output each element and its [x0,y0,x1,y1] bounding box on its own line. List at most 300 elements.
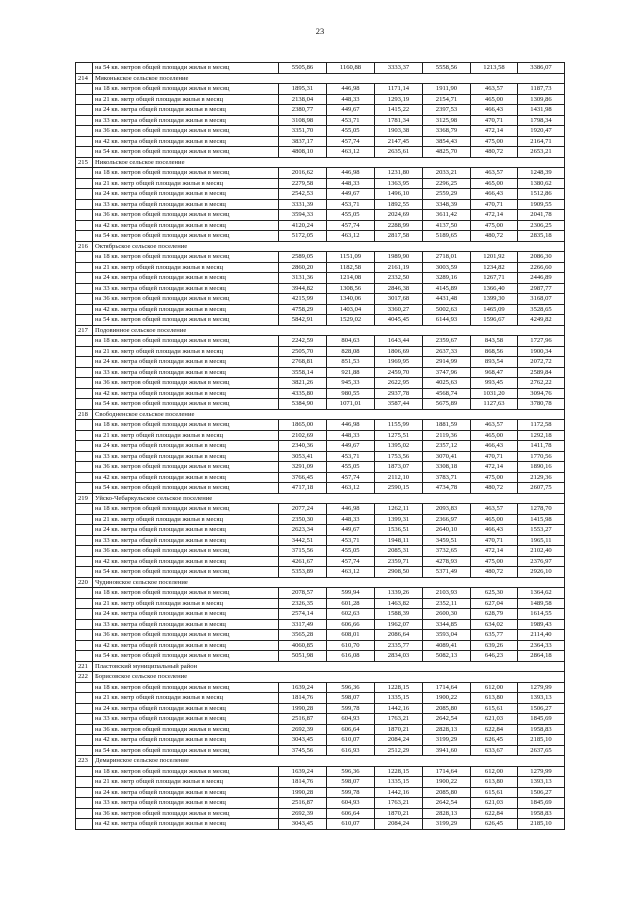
value-cell: 2459,70 [375,367,423,378]
value-cell: 449,67 [327,105,375,116]
row-number-cell [76,63,93,74]
value-cell: 1909,55 [518,199,565,210]
value-cell: 3944,82 [279,283,327,294]
table-row [76,294,565,305]
value-cell: 4215,99 [279,294,327,305]
value-cell: 463,12 [327,231,375,242]
table-row [76,315,565,326]
value-cell: 2860,20 [279,262,327,273]
table-row [76,483,565,494]
value-cell: 1714,64 [423,766,471,777]
value-cell: 3360,27 [375,304,423,315]
value-cell: 1911,90 [423,84,471,95]
value-cell: 598,07 [327,777,375,788]
row-number-cell [76,514,93,525]
value-cell: 2623,34 [279,525,327,536]
value-cell: 2114,40 [518,630,565,641]
value-cell: 2692,39 [279,724,327,735]
row-number-cell [76,556,93,567]
value-cell: 2041,78 [518,210,565,221]
value-cell: 596,36 [327,682,375,693]
value-cell: 1415,22 [375,105,423,116]
table-row [76,598,565,609]
section-number: 215 [76,157,93,168]
tariff-table [75,62,565,830]
value-cell: 463,12 [327,147,375,158]
section-header-row [76,756,565,767]
value-cell: 639,26 [471,640,518,651]
row-label: на 18 кв. метров общей площади жилья в месяц [93,588,279,599]
value-cell: 2340,36 [279,441,327,452]
value-cell: 2077,24 [279,504,327,515]
value-cell: 3131,36 [279,273,327,284]
value-cell: 2622,95 [375,378,423,389]
value-cell: 2306,25 [518,220,565,231]
value-cell: 1506,27 [518,787,565,798]
row-number-cell [76,777,93,788]
value-cell: 1496,10 [375,189,423,200]
value-cell: 475,00 [471,136,518,147]
value-cell: 2446,89 [518,273,565,284]
value-cell: 4825,70 [423,147,471,158]
row-number-cell [76,735,93,746]
row-number-cell [76,651,93,662]
value-cell: 893,54 [471,357,518,368]
value-cell: 1279,99 [518,766,565,777]
value-cell: 2352,11 [423,598,471,609]
value-cell: 1127,63 [471,399,518,410]
row-label: на 21 кв. метр общей площади жилья в месяц [93,514,279,525]
value-cell: 1399,31 [375,514,423,525]
table-row [76,514,565,525]
value-cell: 2161,19 [375,262,423,273]
value-cell: 1596,67 [471,315,518,326]
value-cell: 472,14 [471,546,518,557]
value-cell: 448,33 [327,94,375,105]
value-cell: 2033,21 [423,168,471,179]
row-label: на 18 кв. метров общей площади жилья в месяц [93,252,279,263]
table-row [76,724,565,735]
section-header-row [76,73,565,84]
row-label: на 24 кв. метра общей площади жилья в месяц [93,525,279,536]
row-number-cell [76,357,93,368]
row-number-cell [76,199,93,210]
value-cell: 1172,58 [518,420,565,431]
value-cell: 2692,39 [279,808,327,819]
table-row [76,441,565,452]
page-number: 23 [315,26,325,36]
value-cell: 2102,69 [279,430,327,441]
value-cell: 1643,44 [375,336,423,347]
row-number-cell [76,630,93,641]
table-row [76,189,565,200]
value-cell: 1308,56 [327,283,375,294]
table-row [76,147,565,158]
value-cell: 463,57 [471,84,518,95]
value-cell: 2084,24 [375,735,423,746]
row-number-cell [76,168,93,179]
section-header-row [76,661,565,672]
value-cell: 5189,65 [423,231,471,242]
value-cell: 4145,89 [423,283,471,294]
value-cell: 3854,43 [423,136,471,147]
row-label: на 36 кв. метров общей площади жилья в месяц [93,808,279,819]
value-cell: 1395,02 [375,441,423,452]
value-cell: 466,43 [471,525,518,536]
table-row [76,693,565,704]
value-cell: 470,71 [471,199,518,210]
section-title: Борисовское сельское поселение [93,672,565,683]
value-cell: 626,45 [471,735,518,746]
value-cell: 2542,53 [279,189,327,200]
value-cell: 1890,16 [518,462,565,473]
value-cell: 868,56 [471,346,518,357]
section-number: 214 [76,73,93,84]
value-cell: 465,00 [471,514,518,525]
value-cell: 1814,76 [279,693,327,704]
value-cell: 604,93 [327,798,375,809]
value-cell: 3565,28 [279,630,327,641]
section-header-row [76,672,565,683]
value-cell: 1231,80 [375,168,423,179]
table-row [76,304,565,315]
value-cell: 5051,98 [279,651,327,662]
value-cell: 4120,24 [279,220,327,231]
row-number-cell [76,714,93,725]
value-cell: 2086,30 [518,252,565,263]
value-cell: 5505,86 [279,63,327,74]
value-cell: 3780,78 [518,399,565,410]
value-cell: 1155,99 [375,420,423,431]
value-cell: 3459,51 [423,535,471,546]
value-cell: 1182,58 [327,262,375,273]
table-row [76,115,565,126]
value-cell: 1900,22 [423,693,471,704]
section-title: Мяконькское сельское поселение [93,73,565,84]
table-row [76,357,565,368]
value-cell: 1309,86 [518,94,565,105]
value-cell: 3386,07 [518,63,565,74]
value-cell: 457,74 [327,220,375,231]
value-cell: 465,00 [471,94,518,105]
row-number-cell [76,451,93,462]
value-cell: 2332,50 [375,273,423,284]
value-cell: 634,02 [471,619,518,630]
value-cell: 599,94 [327,588,375,599]
value-cell: 1614,55 [518,609,565,620]
row-number-cell [76,136,93,147]
row-label: на 21 кв. метр общей площади жилья в месяц [93,598,279,609]
row-number-cell [76,105,93,116]
value-cell: 5172,05 [279,231,327,242]
row-number-cell [76,766,93,777]
row-number-cell [76,798,93,809]
value-cell: 4025,63 [423,378,471,389]
row-label: на 54 кв. метров общей площади жилья в месяц [93,63,279,74]
value-cell: 1553,27 [518,525,565,536]
value-cell: 612,00 [471,682,518,693]
value-cell: 2296,25 [423,178,471,189]
row-label: на 36 кв. метров общей площади жилья в месяц [93,210,279,221]
section-number: 222 [76,672,93,683]
value-cell: 2288,99 [375,220,423,231]
value-cell: 1403,04 [327,304,375,315]
value-cell: 2600,30 [423,609,471,620]
value-cell: 2835,18 [518,231,565,242]
table-row [76,609,565,620]
value-cell: 604,93 [327,714,375,725]
value-cell: 1753,56 [375,451,423,462]
value-cell: 2093,83 [423,504,471,515]
value-cell: 3043,45 [279,735,327,746]
row-label: на 33 кв. метра общей площади жилья в месяц [93,115,279,126]
row-label: на 21 кв. метр общей площади жилья в месяц [93,430,279,441]
value-cell: 3593,04 [423,630,471,641]
value-cell: 1293,19 [375,94,423,105]
value-cell: 2607,75 [518,483,565,494]
value-cell: 457,74 [327,556,375,567]
row-number-cell [76,682,93,693]
row-label: на 24 кв. метра общей площади жилья в месяц [93,273,279,284]
row-number-cell [76,315,93,326]
value-cell: 606,64 [327,724,375,735]
value-cell: 3003,59 [423,262,471,273]
value-cell: 3442,51 [279,535,327,546]
table-row [76,745,565,756]
value-cell: 3125,98 [423,115,471,126]
section-number: 219 [76,493,93,504]
value-cell: 5371,49 [423,567,471,578]
row-number-cell [76,346,93,357]
value-cell: 463,12 [327,483,375,494]
value-cell: 1873,07 [375,462,423,473]
table-row [76,819,565,830]
value-cell: 2086,64 [375,630,423,641]
value-cell: 465,00 [471,430,518,441]
value-cell: 475,00 [471,220,518,231]
value-cell: 2574,14 [279,609,327,620]
value-cell: 3331,39 [279,199,327,210]
value-cell: 613,80 [471,777,518,788]
table-row [76,388,565,399]
value-cell: 1845,69 [518,714,565,725]
row-label: на 42 кв. метра общей площади жилья в месяц [93,388,279,399]
value-cell: 446,98 [327,84,375,95]
section-title: Уйско-Чебаркульское сельское поселение [93,493,565,504]
value-cell: 921,88 [327,367,375,378]
value-cell: 2085,80 [423,787,471,798]
value-cell: 3291,09 [279,462,327,473]
value-cell: 3108,98 [279,115,327,126]
value-cell: 1870,21 [375,808,423,819]
value-cell: 622,84 [471,808,518,819]
value-cell: 1806,69 [375,346,423,357]
value-cell: 466,43 [471,441,518,452]
value-cell: 1340,06 [327,294,375,305]
row-label: на 33 кв. метра общей площади жилья в месяц [93,283,279,294]
table-row [76,346,565,357]
row-label: на 33 кв. метра общей площади жилья в месяц [93,535,279,546]
row-label: на 24 кв. метра общей площади жилья в месяц [93,609,279,620]
row-label: на 33 кв. метра общей площади жилья в месяц [93,451,279,462]
row-label: на 36 кв. метров общей площади жилья в месяц [93,630,279,641]
row-number-cell [76,231,93,242]
value-cell: 2103,93 [423,588,471,599]
row-number-cell [76,178,93,189]
value-cell: 626,45 [471,819,518,830]
value-cell: 2864,18 [518,651,565,662]
row-label: на 24 кв. метра общей площади жилья в месяц [93,105,279,116]
value-cell: 1798,34 [518,115,565,126]
value-cell: 1463,82 [375,598,423,609]
value-cell: 480,72 [471,567,518,578]
value-cell: 1335,15 [375,777,423,788]
value-cell: 1171,14 [375,84,423,95]
value-cell: 3199,29 [423,735,471,746]
row-label: на 42 кв. метра общей площади жилья в месяц [93,220,279,231]
value-cell: 472,14 [471,126,518,137]
value-cell: 2640,10 [423,525,471,536]
value-cell: 3745,56 [279,745,327,756]
value-cell: 2119,36 [423,430,471,441]
value-cell: 1267,71 [471,273,518,284]
value-cell: 3017,68 [375,294,423,305]
value-cell: 446,98 [327,504,375,515]
value-cell: 598,07 [327,693,375,704]
value-cell: 475,00 [471,472,518,483]
value-cell: 1903,38 [375,126,423,137]
value-cell: 2364,33 [518,640,565,651]
row-number-cell [76,220,93,231]
value-cell: 1465,09 [471,304,518,315]
row-label: на 42 кв. метра общей площади жилья в месяц [93,640,279,651]
value-cell: 646,23 [471,651,518,662]
value-cell: 1770,56 [518,451,565,462]
row-number-cell [76,598,93,609]
section-header-row [76,409,565,420]
value-cell: 608,01 [327,630,375,641]
value-cell: 1160,88 [327,63,375,74]
row-label: на 42 кв. метра общей площади жилья в месяц [93,735,279,746]
value-cell: 5082,13 [423,651,471,662]
value-cell: 2505,70 [279,346,327,357]
table-row [76,787,565,798]
value-cell: 1489,58 [518,598,565,609]
value-cell: 457,74 [327,472,375,483]
table-row [76,546,565,557]
row-label: на 54 кв. метров общей площади жилья в месяц [93,745,279,756]
value-cell: 449,67 [327,441,375,452]
value-cell: 449,67 [327,189,375,200]
value-cell: 2589,84 [518,367,565,378]
row-label: на 54 кв. метров общей площади жилья в месяц [93,147,279,158]
row-label: на 21 кв. метр общей площади жилья в месяц [93,346,279,357]
value-cell: 4758,29 [279,304,327,315]
row-number-cell [76,210,93,221]
row-label: на 18 кв. метров общей площади жилья в месяц [93,420,279,431]
table-row [76,136,565,147]
row-number-cell [76,378,93,389]
table-row [76,378,565,389]
value-cell: 3168,07 [518,294,565,305]
table-row [76,210,565,221]
value-cell: 2024,69 [375,210,423,221]
value-cell: 980,55 [327,388,375,399]
row-number-cell [76,462,93,473]
value-cell: 2359,67 [423,336,471,347]
table-row [76,168,565,179]
row-number-cell [76,525,93,536]
value-cell: 2653,21 [518,147,565,158]
table-row [76,84,565,95]
table-row [76,105,565,116]
row-label: на 18 кв. метров общей площади жилья в месяц [93,504,279,515]
value-cell: 475,00 [471,556,518,567]
section-number: 221 [76,661,93,672]
row-number-cell [76,304,93,315]
table-row [76,556,565,567]
value-cell: 1380,62 [518,178,565,189]
row-number-cell [76,819,93,830]
value-cell: 610,07 [327,735,375,746]
value-cell: 2642,54 [423,798,471,809]
value-cell: 1714,64 [423,682,471,693]
table-row [76,766,565,777]
table-row [76,651,565,662]
value-cell: 606,64 [327,808,375,819]
row-label: на 24 кв. метра общей площади жилья в месяц [93,787,279,798]
value-cell: 3594,33 [279,210,327,221]
row-number-cell [76,189,93,200]
value-cell: 1442,16 [375,787,423,798]
value-cell: 2154,71 [423,94,471,105]
value-cell: 1248,39 [518,168,565,179]
value-cell: 1262,11 [375,504,423,515]
value-cell: 2828,13 [423,808,471,819]
value-cell: 1411,78 [518,441,565,452]
value-cell: 2637,33 [423,346,471,357]
value-cell: 3611,42 [423,210,471,221]
table-body [76,63,565,830]
value-cell: 2357,12 [423,441,471,452]
table-row [76,630,565,641]
value-cell: 3715,56 [279,546,327,557]
row-label: на 33 кв. метра общей площади жилья в месяц [93,619,279,630]
row-label: на 54 кв. метров общей площади жилья в месяц [93,651,279,662]
value-cell: 993,45 [471,378,518,389]
value-cell: 635,77 [471,630,518,641]
value-cell: 599,78 [327,703,375,714]
value-cell: 596,36 [327,766,375,777]
value-cell: 610,70 [327,640,375,651]
section-header-row [76,157,565,168]
value-cell: 1990,28 [279,787,327,798]
row-number-cell [76,294,93,305]
row-number-cell [76,441,93,452]
row-label: на 36 кв. метров общей площади жилья в месяц [93,126,279,137]
value-cell: 1187,73 [518,84,565,95]
value-cell: 1031,20 [471,388,518,399]
value-cell: 1958,83 [518,724,565,735]
value-cell: 2817,58 [375,231,423,242]
value-cell: 2085,80 [423,703,471,714]
value-cell: 2164,71 [518,136,565,147]
row-number-cell [76,787,93,798]
value-cell: 2987,77 [518,283,565,294]
row-number-cell [76,745,93,756]
row-label: на 33 кв. метра общей площади жилья в месяц [93,367,279,378]
value-cell: 828,08 [327,346,375,357]
